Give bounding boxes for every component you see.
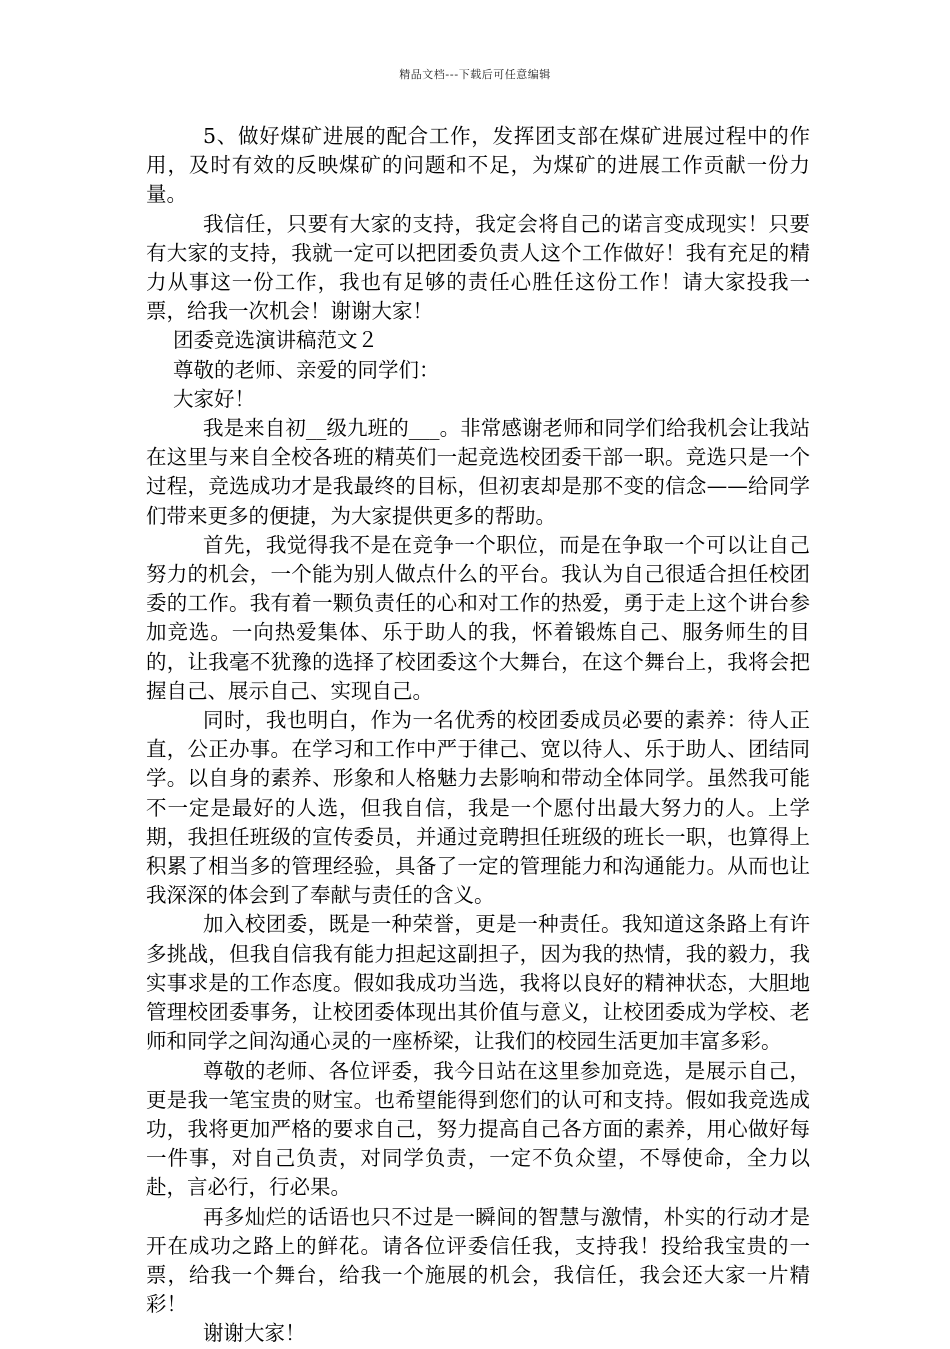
salutation: 尊敬的老师、亲爱的同学们： [173,357,440,382]
document-body [146,122,810,1349]
paragraph-conclusion: 再多灿烂的话语也只不过是一瞬间的智慧与激情，朴实的行动才是开在成功之路上的鲜花。请各位评委信任我，支持我！投给我宝贵的一票，给我一个舞台，给我一个施展的机会，我信任，我会还大家一片精彩！ [146,1204,810,1317]
paragraph-responsibility: 加入校团委，既是一种荣誉，更是一种责任。我知道这条路上有许多挑战，但我自信我有能力担起这副担子，因为我的热情，我的毅力，我实事求是的工作态度。假如我成功当选，我将以良好的精神状态，大胆地管理校团委事务，让校团委体现出其价值与意义，让校团委成为学校、老师和同学之间沟通心灵的一座桥梁，让我们的校园生活更加丰富多彩。 [146,912,810,1054]
paragraph-closing-pledge: 我信任，只要有大家的支持，我定会将自己的诺言变成现实！只要有大家的支持，我就一定可以把团委负责人这个工作做好！我有充足的精力从事这一份工作，我也有足够的责任心胜任这份工作！请大家投我一票，给我一次机会！谢谢大家！ [146,211,810,324]
paragraph-qualities: 同时，我也明白，作为一名优秀的校团委成员必要的素养：待人正直，公正办事。在学习和工作中严于律己、宽以待人、乐于助人、团结同学。以自身的素养、形象和人格魅力去影响和带动全体同学。虽然我可能不一定是最好的人选，但我自信，我是一个愿付出最大努力的人。上学期，我担任班级的宣传委员，并通过竞聘担任班级的班长一职，也算得上积累了相当多的管理经验，具备了一定的管理能力和沟通能力。从而也让我深深的体会到了奉献与责任的含义。 [146,708,810,908]
paragraph-introduction: 我是来自初__级九班的___。非常感谢老师和同学们给我机会让我站在这里与来自全校各班的精英们一起竞选校团委干部一职。竞选只是一个过程，竞选成功才是我最终的目标，但初衷却是那不变的信念——给同学们带来更多的便捷，为大家提供更多的帮助。 [146,416,810,528]
page-header: 精品文档---下载后可任意编辑 [399,68,551,81]
paragraph-first-point: 首先，我觉得我不是在竞争一个职位，而是在争取一个可以让自己努力的机会，一个能为别人做点什么的平台。我认为自己很适合担任校团委的工作。我有着一颗负责任的心和对工作的热爱，勇于走上这个讲台参加竞选。一向热爱集体、乐于助人的我，怀着锻炼自己、服务师生的目的，让我毫不犹豫的选择了校团委这个大舞台，在这个舞台上，我将会把握自己、展示自己、实现自己。 [146,532,810,703]
closing-thanks: 谢谢大家！ [203,1321,306,1346]
greeting: 大家好！ [173,386,255,411]
paragraph-commitment: 尊敬的老师、各位评委，我今日站在这里参加竞选，是展示自己，更是我一笔宝贵的财宝。也希望能得到您们的认可和支持。假如我竞选成功，我将更加严格的要求自己，努力提高自己各方面的素养，用心做好每一件事，对自己负责，对同学负责，一定不负众望，不辱使命，全力以赴，言必行，行必果。 [146,1058,810,1200]
paragraph-item-5: 5、做好煤矿进展的配合工作，发挥团支部在煤矿进展过程中的作用，及时有效的反映煤矿的问题和不足，为煤矿的进展工作贡献一份力量。 [146,124,810,207]
section-title: 团委竞选演讲稿范文２ [173,328,378,353]
